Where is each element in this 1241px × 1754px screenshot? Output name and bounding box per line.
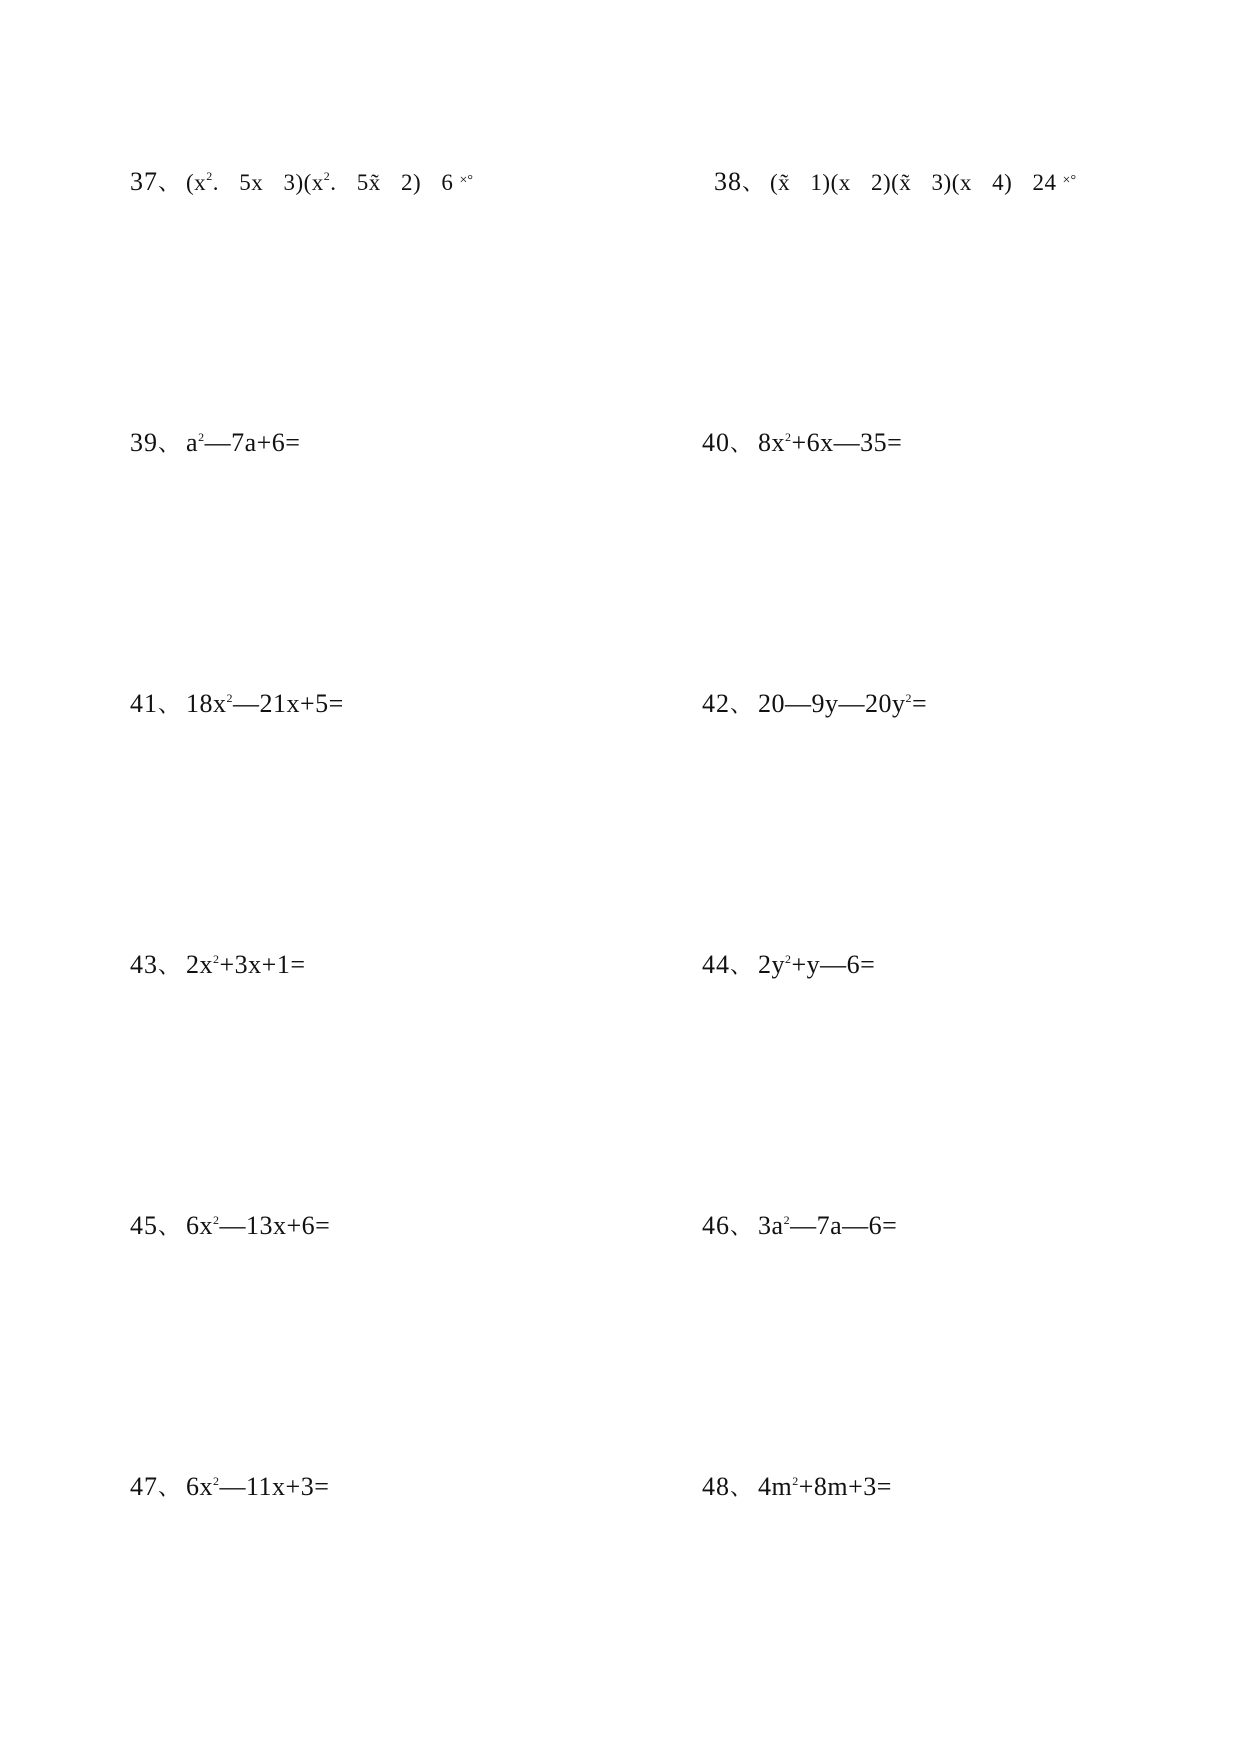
separator: 、 bbox=[730, 1215, 753, 1240]
problem-44 bbox=[702, 950, 875, 982]
problem-number: 44 bbox=[702, 950, 730, 979]
problem-37 bbox=[130, 166, 473, 199]
problem-number: 38 bbox=[714, 167, 742, 196]
separator: 、 bbox=[158, 1215, 181, 1240]
separator: 、 bbox=[742, 171, 765, 196]
problem-45 bbox=[130, 1211, 330, 1243]
problem-expression: $2x^2+3x+1=$ bbox=[186, 950, 306, 979]
problem-expression: $3a^2—7a—6=$ bbox=[758, 1211, 898, 1240]
problem-46 bbox=[702, 1211, 897, 1243]
problem-43 bbox=[130, 950, 306, 982]
problem-expression: $4m^2+8m+3=$ bbox=[758, 1472, 892, 1501]
problem-expression: $18x^2—21x+5=$ bbox=[186, 689, 344, 718]
problem-number: 42 bbox=[702, 689, 730, 718]
separator: 、 bbox=[158, 432, 181, 457]
separator: 、 bbox=[158, 171, 181, 196]
problem-number: 47 bbox=[130, 1472, 158, 1501]
problem-expression: (x̃ 1)(x 2)(x̃ 3)(x 4) 24 bbox=[770, 170, 1057, 195]
problem-number: 43 bbox=[130, 950, 158, 979]
problem-expression: $6x^2—13x+6=$ bbox=[186, 1211, 331, 1240]
problem-expression: $2y^2+y—6=$ bbox=[758, 950, 876, 979]
problem-number: 48 bbox=[702, 1472, 730, 1501]
artifact-glyph: ×° bbox=[459, 173, 473, 188]
problem-expression: $a^2—7a+6=$ bbox=[186, 428, 301, 457]
problem-number: 41 bbox=[130, 689, 158, 718]
problem-41 bbox=[130, 689, 344, 721]
problem-42 bbox=[702, 689, 927, 721]
problem-number: 40 bbox=[702, 428, 730, 457]
problem-number: 37 bbox=[130, 167, 158, 196]
problem-38 bbox=[714, 166, 1076, 199]
problem-expression: ($x^2$. 5x $3)(x^2$. 5x̃ 2) 6 bbox=[186, 169, 454, 195]
problem-number: 39 bbox=[130, 428, 158, 457]
separator: 、 bbox=[158, 693, 181, 718]
problem-48 bbox=[702, 1472, 892, 1504]
problem-number: 45 bbox=[130, 1211, 158, 1240]
problem-39 bbox=[130, 428, 300, 460]
separator: 、 bbox=[730, 693, 753, 718]
problem-number: 46 bbox=[702, 1211, 730, 1240]
artifact-glyph: ×° bbox=[1062, 173, 1077, 188]
problem-40 bbox=[702, 428, 902, 460]
problem-47 bbox=[130, 1472, 329, 1504]
separator: 、 bbox=[158, 1476, 181, 1501]
separator: 、 bbox=[730, 954, 753, 979]
problem-expression: $8x^2+6x—35=$ bbox=[758, 428, 903, 457]
separator: 、 bbox=[158, 954, 181, 979]
separator: 、 bbox=[730, 432, 753, 457]
problem-expression: $20—9y—20y^2=$ bbox=[758, 689, 928, 718]
separator: 、 bbox=[730, 1476, 753, 1501]
problem-expression: $6x^2—11x+3=$ bbox=[186, 1472, 330, 1501]
